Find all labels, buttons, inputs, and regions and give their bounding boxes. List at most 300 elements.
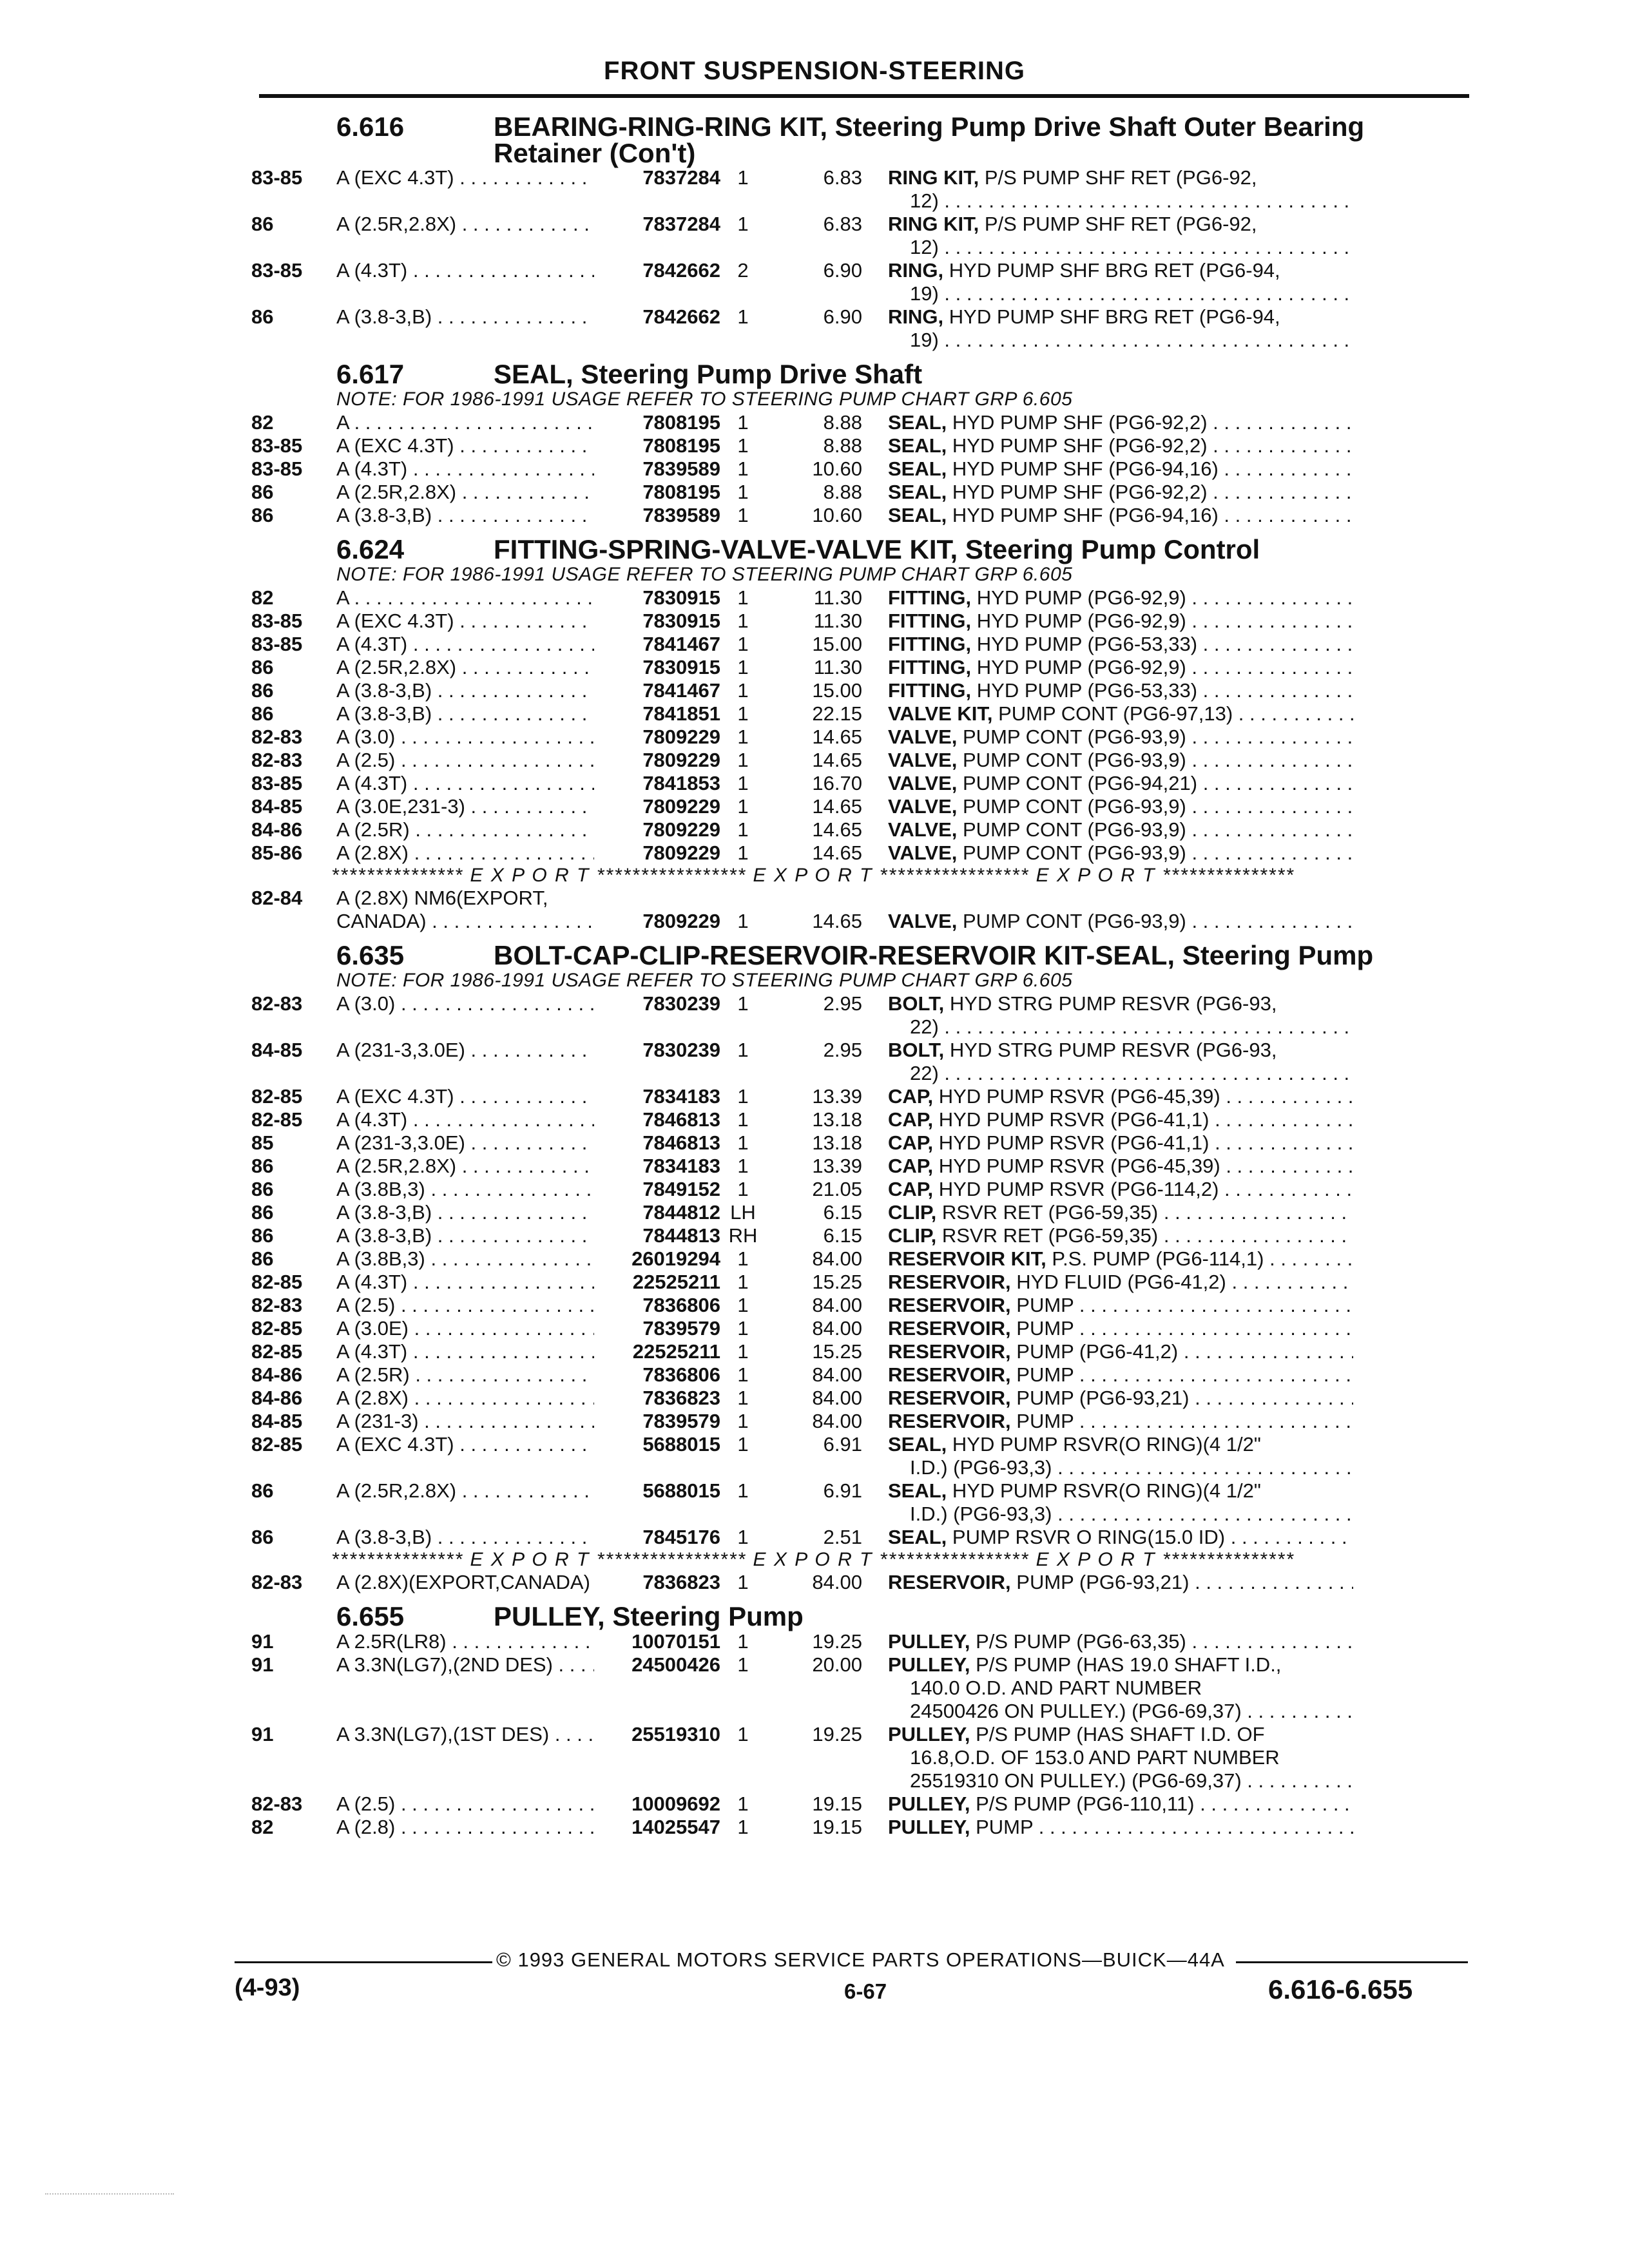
model-years: 86 bbox=[251, 1178, 274, 1200]
model-years: 82-83 bbox=[251, 992, 303, 1015]
description-line bbox=[888, 633, 1353, 656]
part-number: 7839579 bbox=[642, 1317, 720, 1340]
section-title-continued: Retainer (Con't) bbox=[494, 138, 696, 168]
model-years: 82-84 bbox=[251, 887, 303, 909]
model-years: 82-85 bbox=[251, 1340, 303, 1363]
usage: A (2.5R) . . . bbox=[329, 818, 594, 841]
description-line bbox=[888, 586, 1353, 610]
description-name: PULLEY, bbox=[888, 1630, 970, 1653]
part-number: 7809229 bbox=[642, 795, 720, 818]
usage: A . . . bbox=[329, 586, 594, 610]
part-number: 7842662 bbox=[642, 305, 720, 328]
usage: A (2.5) . . . bbox=[329, 1792, 594, 1816]
quantity: 1 bbox=[737, 749, 749, 771]
description-detail: HYD PUMP (PG6-53,33) bbox=[976, 633, 1198, 655]
description-line bbox=[888, 610, 1353, 633]
description bbox=[888, 1178, 1353, 1201]
description-name: BOLT, bbox=[888, 992, 945, 1015]
model-years: 82 bbox=[251, 411, 274, 434]
price: 6.90 bbox=[823, 259, 862, 282]
usage: A (2.5) . . . bbox=[329, 749, 594, 772]
description-detail: P/S PUMP (PG6-63,35) bbox=[976, 1630, 1186, 1653]
description-detail: RSVR RET (PG6-59,35) bbox=[941, 1224, 1159, 1247]
description-line bbox=[888, 411, 1353, 434]
model-years: 86 bbox=[251, 1201, 274, 1224]
description-name: CAP, bbox=[888, 1085, 934, 1108]
description-name: VALVE, bbox=[888, 818, 958, 841]
part-number: 7809229 bbox=[642, 749, 720, 771]
part-number: 7830239 bbox=[642, 1039, 720, 1061]
description bbox=[888, 679, 1353, 702]
part-number: 22525211 bbox=[632, 1271, 720, 1293]
description-name: RING KIT, bbox=[888, 213, 979, 235]
model-years: 86 bbox=[251, 1155, 274, 1177]
description bbox=[888, 841, 1353, 865]
usage: A (3.8-3,B) . . . bbox=[329, 305, 594, 352]
quantity: 1 bbox=[737, 481, 749, 503]
catalog-body bbox=[251, 104, 1476, 1839]
table-row bbox=[251, 504, 1476, 527]
usage: A (2.5R,2.8X) . . . bbox=[329, 481, 594, 504]
table-row bbox=[251, 749, 1476, 772]
section-6-655 bbox=[251, 1603, 1476, 1839]
price: 6.83 bbox=[823, 213, 862, 235]
table-row bbox=[251, 1723, 1476, 1792]
usage: A (4.3T) . . . bbox=[329, 259, 594, 305]
description-detail: PUMP bbox=[1016, 1363, 1074, 1386]
usage: A (4.3T) . . . bbox=[329, 1340, 594, 1363]
description-detail: HYD PUMP SHF (PG6-94,16) bbox=[952, 504, 1219, 526]
description-line: 19) . . . bbox=[888, 329, 1353, 352]
description bbox=[888, 1271, 1353, 1294]
usage: A (2.8X)(EXPORT,CANADA) . . . bbox=[329, 1571, 594, 1594]
description bbox=[888, 434, 1353, 457]
price: 6.15 bbox=[823, 1224, 862, 1247]
part-number: 7809229 bbox=[642, 726, 720, 748]
description-line bbox=[888, 1271, 1353, 1294]
usage: A (3.0) . . . bbox=[329, 992, 594, 1039]
part-number: 7841853 bbox=[642, 772, 720, 794]
model-years: 83-85 bbox=[251, 633, 303, 655]
description-line bbox=[888, 1317, 1353, 1340]
description bbox=[888, 1247, 1353, 1271]
description-detail: PUMP CONT (PG6-94,21) bbox=[963, 772, 1198, 794]
usage: A (EXC 4.3T) . . . bbox=[329, 166, 594, 213]
price: 13.39 bbox=[812, 1085, 862, 1108]
section-title: BOLT-CAP-CLIP-RESERVOIR-RESERVOIR KIT-SEAL, Steering Pump bbox=[494, 940, 1374, 970]
quantity: 1 bbox=[737, 610, 749, 632]
description-name: SEAL, bbox=[888, 457, 947, 480]
description-line: 12) . . . bbox=[888, 189, 1353, 213]
description-name: SEAL, bbox=[888, 411, 947, 434]
description-name: SEAL, bbox=[888, 1433, 947, 1456]
section-note: NOTE: FOR 1986-1991 USAGE REFER TO STEERING PUMP CHART GRP 6.605 bbox=[336, 389, 1073, 410]
description-name: PULLEY, bbox=[888, 1653, 970, 1676]
price: 84.00 bbox=[812, 1410, 862, 1432]
usage: A (3.0E,231-3) . . . bbox=[329, 795, 594, 818]
section-heading bbox=[336, 361, 1476, 388]
price: 21.05 bbox=[812, 1178, 862, 1200]
footer-date: (4-93) bbox=[235, 1974, 300, 2001]
usage: A 3.3N(LG7),(2ND DES) . . . bbox=[329, 1653, 594, 1723]
description-line bbox=[888, 726, 1353, 749]
quantity: 1 bbox=[737, 1723, 749, 1745]
model-years: 82-83 bbox=[251, 1792, 303, 1815]
description-line bbox=[888, 1224, 1353, 1247]
model-years: 86 bbox=[251, 656, 274, 678]
part-number: 5688015 bbox=[642, 1433, 720, 1456]
table-row bbox=[251, 726, 1476, 749]
model-years: 82-85 bbox=[251, 1433, 303, 1456]
description-line bbox=[888, 702, 1353, 726]
usage: A 2.5R(LR8) . . . bbox=[329, 1630, 594, 1653]
quantity: 1 bbox=[737, 586, 749, 609]
description-detail: PUMP (PG6-93,21) bbox=[1016, 1571, 1190, 1593]
quantity: 2 bbox=[737, 259, 749, 282]
description-line bbox=[888, 166, 1353, 189]
model-years: 86 bbox=[251, 504, 274, 526]
description-name: FITTING, bbox=[888, 656, 972, 678]
description-name: CAP, bbox=[888, 1178, 934, 1200]
usage: A (3.0) . . . bbox=[329, 726, 594, 749]
model-years: 86 bbox=[251, 213, 274, 235]
model-years: 82-85 bbox=[251, 1108, 303, 1131]
part-number: 7836806 bbox=[642, 1363, 720, 1386]
usage: A (2.8X) . . . bbox=[329, 841, 594, 865]
usage: A (EXC 4.3T) . . . bbox=[329, 434, 594, 457]
description-detail: P/S PUMP (HAS 19.0 SHAFT I.D., bbox=[976, 1653, 1282, 1676]
header-rule bbox=[259, 94, 1469, 98]
description-detail: HYD PUMP RSVR (PG6-114,2) bbox=[938, 1178, 1219, 1200]
description-line bbox=[888, 1201, 1353, 1224]
table-row bbox=[251, 481, 1476, 504]
description-detail: HYD PUMP (PG6-92,9) bbox=[976, 610, 1186, 632]
table-row bbox=[251, 818, 1476, 841]
quantity: 1 bbox=[737, 1571, 749, 1593]
table-row bbox=[251, 1085, 1476, 1108]
price: 14.65 bbox=[812, 818, 862, 841]
part-number: 10009692 bbox=[631, 1792, 720, 1815]
table-row bbox=[251, 795, 1476, 818]
table-row bbox=[251, 1039, 1476, 1085]
description-name: RING KIT, bbox=[888, 166, 979, 189]
price: 8.88 bbox=[823, 434, 862, 457]
model-years: 91 bbox=[251, 1653, 274, 1676]
description-detail: PUMP bbox=[1016, 1294, 1074, 1316]
quantity: 1 bbox=[737, 1410, 749, 1432]
model-years: 86 bbox=[251, 702, 274, 725]
table-row bbox=[251, 772, 1476, 795]
usage: A (3.8-3,B) . . . bbox=[329, 679, 594, 702]
description-line: I.D.) (PG6-93,3) . . . bbox=[888, 1456, 1353, 1479]
price: 6.83 bbox=[823, 166, 862, 189]
section-note: NOTE: FOR 1986-1991 USAGE REFER TO STEERING PUMP CHART GRP 6.605 bbox=[336, 564, 1073, 585]
part-number: 10070151 bbox=[631, 1630, 720, 1653]
model-years: 84-86 bbox=[251, 818, 303, 841]
quantity: 1 bbox=[737, 818, 749, 841]
usage: A (2.5R,2.8X) . . . bbox=[329, 1479, 594, 1526]
part-number: 7844813 bbox=[642, 1224, 720, 1247]
section-heading bbox=[336, 113, 1476, 140]
part-number: 7808195 bbox=[642, 481, 720, 503]
usage: A . . . bbox=[329, 411, 594, 434]
description bbox=[888, 1224, 1353, 1247]
part-number: 7830915 bbox=[642, 586, 720, 609]
description bbox=[888, 1653, 1353, 1723]
model-years: 82-83 bbox=[251, 726, 303, 748]
table-row bbox=[251, 166, 1476, 213]
table-row bbox=[251, 1479, 1476, 1526]
description-detail: P/S PUMP (PG6-110,11) bbox=[976, 1792, 1195, 1815]
description bbox=[888, 1723, 1353, 1792]
usage: CANADA) . . . bbox=[329, 910, 594, 933]
section-heading bbox=[336, 942, 1476, 969]
description-detail: PUMP (PG6-41,2) bbox=[1016, 1340, 1179, 1363]
quantity: 1 bbox=[737, 213, 749, 235]
section-title: BEARING-RING-RING KIT, Steering Pump Drive Shaft Outer Bearing bbox=[494, 111, 1365, 142]
usage: A (3.8-3,B) . . . bbox=[329, 1224, 594, 1247]
table-row bbox=[251, 1630, 1476, 1653]
description-detail: PUMP (PG6-93,21) bbox=[1016, 1387, 1190, 1409]
description-line: 22) . . . bbox=[888, 1015, 1353, 1039]
part-number: 25519310 bbox=[631, 1723, 720, 1745]
section-title: SEAL, Steering Pump Drive Shaft bbox=[494, 359, 923, 389]
description-detail: PUMP CONT (PG6-93,9) bbox=[963, 841, 1186, 864]
description-line bbox=[888, 1039, 1353, 1062]
footer-page-number: 6-67 bbox=[844, 1979, 887, 2003]
description-name: FITTING, bbox=[888, 610, 972, 632]
price: 11.30 bbox=[813, 656, 862, 678]
description-line: 140.0 O.D. AND PART NUMBER bbox=[910, 1677, 1202, 1699]
quantity: 1 bbox=[737, 841, 749, 864]
description bbox=[888, 910, 1353, 933]
table-row bbox=[251, 213, 1476, 259]
description-detail: HYD PUMP SHF (PG6-92,2) bbox=[952, 411, 1208, 434]
description-name: PULLEY, bbox=[888, 1816, 970, 1838]
description-line bbox=[888, 1816, 1353, 1839]
description-line bbox=[888, 1247, 1353, 1271]
description-line bbox=[888, 434, 1353, 457]
table-row bbox=[251, 586, 1476, 610]
usage: A (EXC 4.3T) . . . bbox=[329, 1085, 594, 1108]
quantity: 1 bbox=[737, 504, 749, 526]
price: 14.65 bbox=[812, 841, 862, 864]
part-number: 7809229 bbox=[642, 818, 720, 841]
quantity: LH bbox=[730, 1201, 756, 1224]
quantity: 1 bbox=[737, 1816, 749, 1838]
description-line bbox=[888, 457, 1353, 481]
price: 6.90 bbox=[823, 305, 862, 328]
quantity: 1 bbox=[737, 679, 749, 702]
quantity: 1 bbox=[737, 1387, 749, 1409]
description-line: 24500426 ON PULLEY.) (PG6-69,37) . . . bbox=[888, 1700, 1353, 1723]
description-name: RESERVOIR, bbox=[888, 1571, 1011, 1593]
usage: A (3.8-3,B) . . . bbox=[329, 1201, 594, 1224]
table-row bbox=[251, 1155, 1476, 1178]
part-number: 7809229 bbox=[642, 841, 720, 864]
usage: A (3.8-3,B) . . . bbox=[329, 702, 594, 726]
description-detail: HYD FLUID (PG6-41,2) bbox=[1016, 1271, 1226, 1293]
part-number: 7830915 bbox=[642, 656, 720, 678]
price: 13.18 bbox=[812, 1108, 862, 1131]
part-number: 7834183 bbox=[642, 1085, 720, 1108]
description-name: RESERVOIR, bbox=[888, 1271, 1011, 1293]
description-detail: PUMP CONT (PG6-93,9) bbox=[963, 910, 1186, 932]
description-detail: HYD STRG PUMP RESVR (PG6-93, bbox=[949, 1039, 1277, 1061]
model-years: 84-85 bbox=[251, 1039, 303, 1061]
description-line bbox=[888, 1178, 1353, 1201]
description-line bbox=[888, 1479, 1353, 1503]
description bbox=[888, 1571, 1353, 1594]
description-line: 25519310 ON PULLEY.) (PG6-69,37) . . . bbox=[888, 1769, 1353, 1792]
quantity: 1 bbox=[737, 772, 749, 794]
description-name: SEAL, bbox=[888, 481, 947, 503]
description bbox=[888, 1410, 1353, 1433]
description-name: PULLEY, bbox=[888, 1792, 970, 1815]
description-name: SEAL, bbox=[888, 1526, 947, 1548]
table-row bbox=[251, 305, 1476, 352]
model-years: 82-83 bbox=[251, 749, 303, 771]
model-years: 84-86 bbox=[251, 1387, 303, 1409]
description-detail: PUMP bbox=[1016, 1317, 1074, 1340]
usage: A (2.8) . . . bbox=[329, 1816, 594, 1839]
table-row bbox=[251, 610, 1476, 633]
description-line bbox=[888, 1294, 1353, 1317]
description-name: BOLT, bbox=[888, 1039, 945, 1061]
table-row bbox=[251, 1363, 1476, 1387]
description-name: RESERVOIR KIT, bbox=[888, 1247, 1046, 1270]
description-line bbox=[888, 1792, 1353, 1816]
description-line bbox=[888, 1387, 1353, 1410]
table-row bbox=[251, 1792, 1476, 1816]
quantity: 1 bbox=[737, 1131, 749, 1154]
usage: A (2.5R) . . . bbox=[329, 1363, 594, 1387]
description-detail: HYD PUMP RSVR(O RING)(4 1/2" bbox=[952, 1479, 1261, 1502]
export-row bbox=[251, 1571, 1476, 1594]
table-row bbox=[251, 1317, 1476, 1340]
quantity: 1 bbox=[737, 1653, 749, 1676]
model-years bbox=[251, 910, 329, 933]
model-years: 83-85 bbox=[251, 772, 303, 794]
footer-rule-left bbox=[235, 1961, 492, 1963]
description bbox=[888, 749, 1353, 772]
price: 2.51 bbox=[823, 1526, 862, 1548]
description bbox=[888, 1816, 1353, 1839]
model-years: 85 bbox=[251, 1131, 274, 1154]
description-line: 22) . . . bbox=[888, 1062, 1353, 1085]
description-name: RESERVOIR, bbox=[888, 1294, 1011, 1316]
part-number: 7839579 bbox=[642, 1410, 720, 1432]
part-number: 26019294 bbox=[631, 1247, 720, 1270]
table-row bbox=[251, 679, 1476, 702]
quantity: 1 bbox=[737, 305, 749, 328]
model-years: 86 bbox=[251, 679, 274, 702]
description-name: RESERVOIR, bbox=[888, 1340, 1011, 1363]
description-name: RESERVOIR, bbox=[888, 1363, 1011, 1386]
description-name: FITTING, bbox=[888, 586, 972, 609]
part-number: 22525211 bbox=[632, 1340, 720, 1363]
table-row bbox=[251, 841, 1476, 865]
description-name: RING, bbox=[888, 305, 944, 328]
price: 15.00 bbox=[812, 633, 862, 655]
model-years: 83-85 bbox=[251, 610, 303, 632]
table-row bbox=[251, 1653, 1476, 1723]
part-number: 14025547 bbox=[631, 1816, 720, 1838]
description-detail: PUMP RSVR O RING(15.0 ID) bbox=[952, 1526, 1226, 1548]
page-header-title: FRONT SUSPENSION-STEERING bbox=[604, 57, 1025, 85]
part-number: 7844812 bbox=[642, 1201, 720, 1224]
usage: A (3.8B,3) . . . bbox=[329, 1247, 594, 1271]
description-line bbox=[888, 818, 1353, 841]
description-detail: RSVR RET (PG6-59,35) bbox=[941, 1201, 1159, 1224]
quantity: 1 bbox=[737, 166, 749, 189]
table-row bbox=[251, 457, 1476, 481]
description bbox=[888, 411, 1353, 434]
model-years: 82-83 bbox=[251, 1571, 303, 1593]
quantity: 1 bbox=[737, 1363, 749, 1386]
price: 20.00 bbox=[812, 1653, 862, 1676]
section-note: NOTE: FOR 1986-1991 USAGE REFER TO STEERING PUMP CHART GRP 6.605 bbox=[336, 970, 1073, 991]
table-row bbox=[251, 259, 1476, 305]
quantity: 1 bbox=[737, 1294, 749, 1316]
price: 8.88 bbox=[823, 481, 862, 503]
section-number: 6.624 bbox=[336, 534, 405, 564]
price: 14.65 bbox=[812, 749, 862, 771]
description bbox=[888, 586, 1353, 610]
model-years: 84-85 bbox=[251, 795, 303, 818]
description bbox=[888, 818, 1353, 841]
model-years: 86 bbox=[251, 1526, 274, 1548]
description-name: CLIP, bbox=[888, 1224, 937, 1247]
price: 14.65 bbox=[812, 726, 862, 748]
description bbox=[888, 1108, 1353, 1131]
part-number: 7845176 bbox=[642, 1526, 720, 1548]
table-row bbox=[251, 1178, 1476, 1201]
part-number: 7808195 bbox=[642, 434, 720, 457]
export-row bbox=[251, 910, 1476, 933]
price: 84.00 bbox=[812, 1247, 862, 1270]
description-detail: HYD PUMP SHF BRG RET (PG6-94, bbox=[949, 305, 1280, 328]
description bbox=[888, 702, 1353, 726]
part-number: 7830239 bbox=[642, 992, 720, 1015]
table-row bbox=[251, 1224, 1476, 1247]
description-name: VALVE, bbox=[888, 726, 958, 748]
model-years: 86 bbox=[251, 481, 274, 503]
price: 6.91 bbox=[823, 1479, 862, 1502]
description bbox=[888, 504, 1353, 527]
scan-artifact bbox=[45, 2193, 174, 2196]
description-line bbox=[888, 259, 1353, 282]
price: 6.91 bbox=[823, 1433, 862, 1456]
section-number: 6.635 bbox=[336, 940, 405, 970]
quantity: 1 bbox=[737, 656, 749, 678]
usage: A (2.5R,2.8X) . . . bbox=[329, 1155, 594, 1178]
section-6-617 bbox=[251, 361, 1476, 527]
description-name: VALVE KIT, bbox=[888, 702, 993, 725]
table-row bbox=[251, 1340, 1476, 1363]
description-line bbox=[888, 910, 1353, 933]
quantity: 1 bbox=[737, 795, 749, 818]
section-title: PULLEY, Steering Pump bbox=[494, 1601, 804, 1631]
description bbox=[888, 610, 1353, 633]
price: 13.39 bbox=[812, 1155, 862, 1177]
description bbox=[888, 1479, 1353, 1526]
usage: A (3.8-3,B) . . . bbox=[329, 1526, 594, 1549]
description-name: FITTING, bbox=[888, 679, 972, 702]
description bbox=[888, 1792, 1353, 1816]
usage: A (4.3T) . . . bbox=[329, 1271, 594, 1294]
part-number: 7834183 bbox=[642, 1155, 720, 1177]
